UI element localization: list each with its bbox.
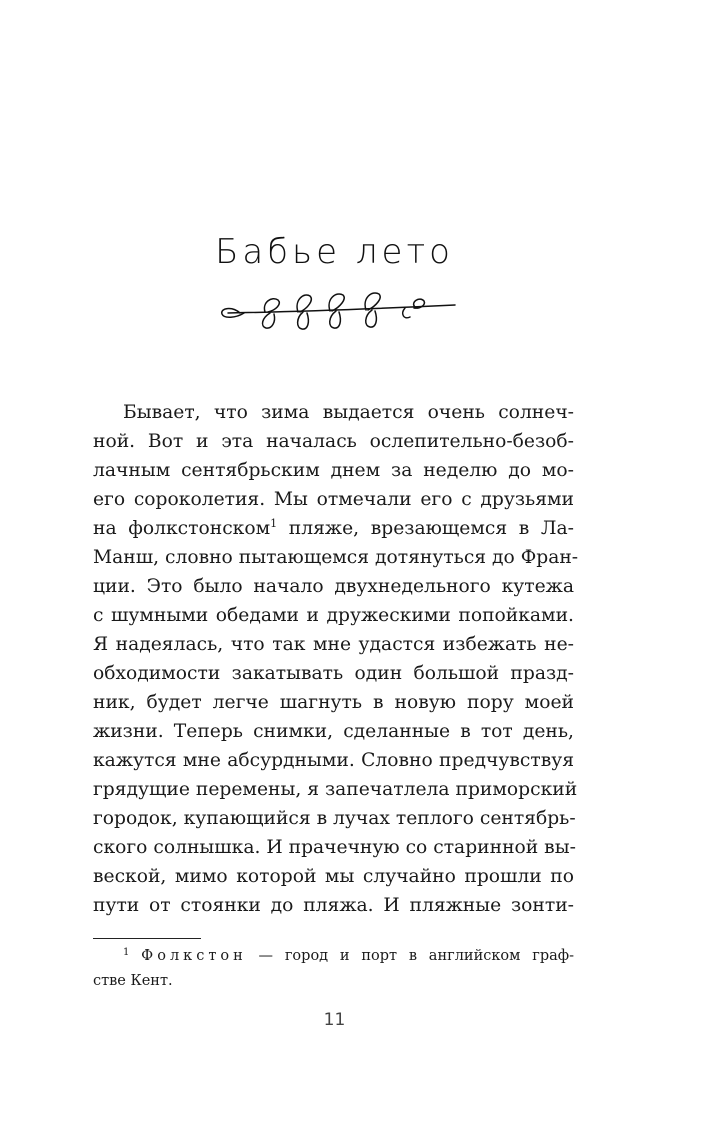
body-text-fragment: на фолкстонском <box>93 518 271 539</box>
body-line: Я надеялась, что так мне удастся избежать не- <box>93 634 574 655</box>
footnote-divider <box>93 938 201 939</box>
page-number: 11 <box>323 1010 346 1030</box>
body-line: с шумными обедами и дружескими попойками. <box>93 605 574 626</box>
body-line: веской, мимо которой мы случайно прошли по <box>93 866 574 887</box>
body-text <box>93 398 579 920</box>
footnote-term: Фолкстон <box>141 948 247 964</box>
body-line: лачным сентябрьским днем за неделю до мо- <box>93 460 574 481</box>
footnote-reference[interactable]: 1 <box>270 517 278 530</box>
floral-ornament-icon <box>210 282 465 336</box>
chapter-title: Бабье лето <box>215 232 454 272</box>
body-line: грядущие перемены, я запечатлела приморский <box>93 779 578 800</box>
body-line: ского солнышка. И прачечную со старинной вы- <box>93 837 576 858</box>
footnote <box>93 944 574 994</box>
body-line: Манш, словно пытающемся дотянуться до Фран- <box>93 547 579 568</box>
footnote-marker: 1 <box>123 947 130 958</box>
body-line: ник, будет легче шагнуть в новую пору моей <box>93 692 574 713</box>
body-line: его сороколетия. Мы отмечали его с друзьями <box>93 489 574 510</box>
body-line: кажутся мне абсурдными. Словно предчувствуя <box>93 750 574 771</box>
footnote-line <box>93 944 574 969</box>
body-line: пути от стоянки до пляжа. И пляжные зонти- <box>93 895 574 916</box>
footnote-text: — город и порт в английском граф- <box>246 948 575 964</box>
footnote-line: стве Кент. <box>93 973 173 989</box>
body-text-fragment: пляже, врезающемся в Ла- <box>277 518 574 539</box>
body-line: ции. Это было начало двухнедельного кутежа <box>93 576 574 597</box>
body-line: городок, купающийся в лучах теплого сентябрь- <box>93 808 576 829</box>
body-line: жизни. Теперь снимки, сделанные в тот день, <box>93 721 574 742</box>
body-line: обходимости закатывать один большой празд- <box>93 663 574 684</box>
body-line: ной. Вот и эта началась ослепительно-безоб- <box>93 431 574 452</box>
body-line: Бывает, что зима выдается очень солнеч- <box>123 402 574 423</box>
body-line-with-footnote <box>93 514 574 543</box>
